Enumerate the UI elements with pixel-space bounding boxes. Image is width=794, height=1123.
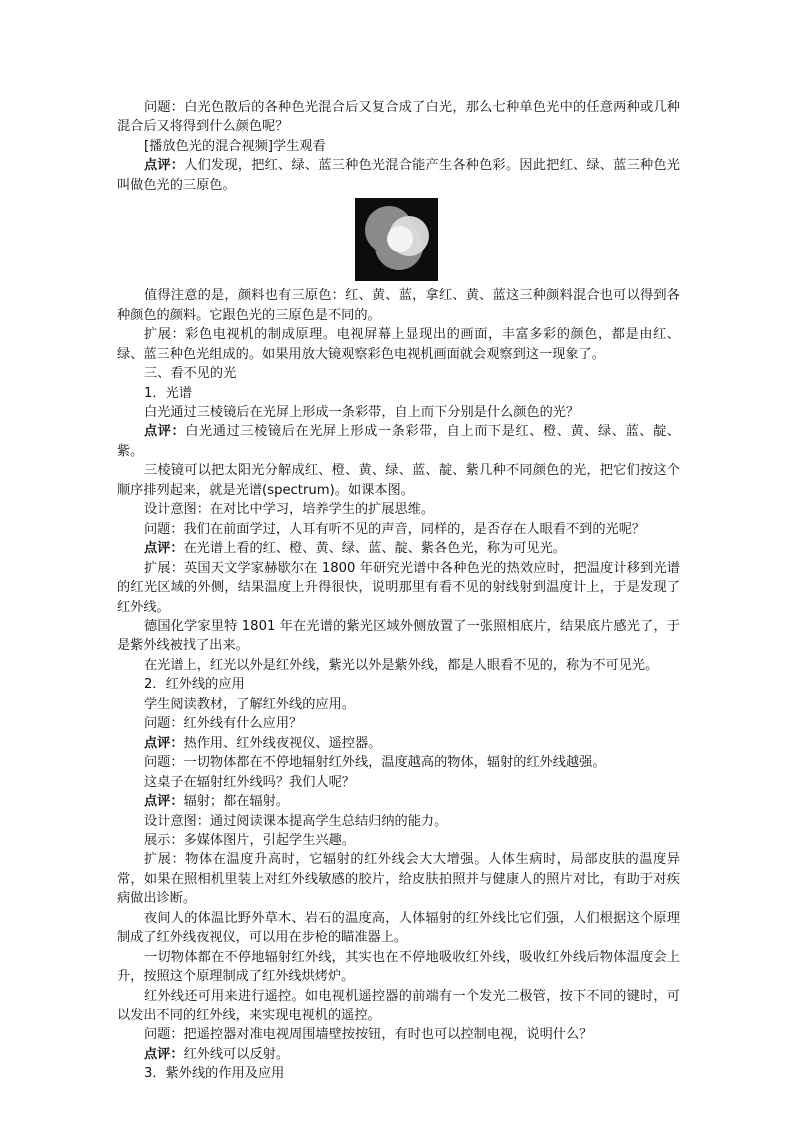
paragraph bbox=[117, 1064, 680, 1083]
document-page bbox=[117, 98, 680, 1084]
paragraph-text: 学生阅读教材，了解红外线的应用。 bbox=[144, 696, 355, 712]
paragraph-text: 热作用、红外线夜视仪、遥控器。 bbox=[183, 735, 382, 751]
paragraph-text: 设计意图：通过阅读课本提高学生总结归纳的能力。 bbox=[144, 813, 448, 829]
text-block-top bbox=[117, 98, 680, 195]
paragraph-text: 问题：把遥控器对准电视周围墙壁按按钮，有时也可以控制电视，说明什么？ bbox=[144, 1027, 593, 1043]
paragraph-text: 这桌子在辐射红外线吗？我们人呢？ bbox=[144, 774, 355, 790]
paragraph-text: [播放色光的混合视频]学生观看 bbox=[144, 138, 326, 154]
paragraph-text: 问题：白光色散后的各种色光混合后又复合成了白光，那么七种单色光中的任意两种或几种混合后又将得到什么颜色呢？ bbox=[117, 100, 680, 135]
paragraph-text: 在光谱上，红光以外是红外线，紫光以外是紫外线，都是人眼看不见的，称为不可见光。 bbox=[144, 657, 659, 673]
paragraph bbox=[117, 156, 680, 195]
paragraph-text: 扩展：英国天文学家赫歇尔在 1800 年研究光谱中各种色光的热效应时，把温度计移到光谱的红光区域的外侧，结果温度上升得很快，说明那里有看不见的射线射到温度计上，于是发现了红外线。 bbox=[117, 560, 680, 615]
paragraph-text: 扩展：物体在温度升高时，它辐射的红外线会大大增强。人体生病时，局部皮肤的温度异常，如果在照相机里装上对红外线敏感的胶片，给皮肤拍照并与健康人的照片对比，有助于对疾病做出诊断。 bbox=[117, 852, 680, 907]
paragraph bbox=[117, 812, 680, 831]
paragraph-text: 在光谱上看的红、橙、黄、绿、蓝、靛、紫各色光，称为可见光。 bbox=[183, 541, 566, 557]
paragraph-text: 问题：我们在前面学过，人耳有听不见的声音，同样的，是否存在人眼看不到的光呢？ bbox=[144, 521, 646, 537]
paragraph-text: 1．光谱 bbox=[144, 385, 192, 401]
paragraph bbox=[117, 773, 680, 792]
paragraph-text: 红外线可以反射。 bbox=[183, 1046, 290, 1062]
paragraph-text: 问题：一切物体都在不停地辐射红外线，温度越高的物体，辐射的红外线越强。 bbox=[144, 755, 606, 771]
color-mixing-figure bbox=[117, 198, 680, 285]
paragraph-text: 白光通过三棱镜后在光屏上形成一条彩带，自上而下是红、橙、黄、绿、蓝、靛、紫。 bbox=[117, 424, 681, 459]
paragraph bbox=[117, 617, 680, 656]
paragraph bbox=[117, 137, 680, 156]
paragraph-text: 一切物体都在不停地辐射红外线，其实也在不停地吸收红外线，吸收红外线后物体温度会上升，按照这个原理制成了红外线烘烤炉。 bbox=[117, 949, 680, 985]
paragraph bbox=[117, 520, 680, 539]
paragraph-text: 人们发现，把红、绿、蓝三种色光混合能产生各种色彩。因此把红、绿、蓝三种色光叫做色光的三原色。 bbox=[117, 158, 680, 193]
paragraph bbox=[117, 734, 680, 753]
paragraph bbox=[117, 500, 680, 519]
paragraph-text: 值得注意的是，颜料也有三原色：红、黄、蓝，拿红、黄、蓝这三种颜料混合也可以得到各种颜色的颜料。它跟色光的三原色是不同的。 bbox=[117, 288, 680, 323]
paragraph bbox=[117, 98, 680, 137]
comment-label: 点评： bbox=[144, 158, 185, 174]
comment-label: 点评： bbox=[144, 794, 184, 810]
paragraph-text: 红外线还可用来进行遥控。如电视机遥控器的前端有一个发光二极管，按下不同的键时，可以发出不同的红外线，来实现电视机的遥控。 bbox=[117, 988, 680, 1024]
paragraph-text: 白光通过三棱镜后在光屏上形成一条彩带，自上而下分别是什么颜色的光？ bbox=[144, 404, 580, 420]
paragraph bbox=[117, 714, 680, 733]
paragraph bbox=[117, 384, 680, 403]
text-block-main bbox=[117, 286, 680, 1084]
paragraph bbox=[117, 422, 680, 461]
paragraph bbox=[117, 948, 680, 987]
paragraph bbox=[117, 656, 680, 675]
paragraph bbox=[117, 675, 680, 694]
comment-label: 点评： bbox=[144, 541, 184, 557]
paragraph-text: 设计意图：在对比中学习，培养学生的扩展思维。 bbox=[144, 502, 435, 518]
comment-label: 点评： bbox=[144, 424, 186, 440]
paragraph bbox=[117, 850, 680, 908]
paragraph bbox=[117, 695, 680, 714]
paragraph-text: 3．紫外线的作用及应用 bbox=[144, 1066, 285, 1082]
paragraph bbox=[117, 831, 680, 850]
paragraph bbox=[117, 1025, 680, 1044]
paragraph-text: 问题：红外线有什么应用？ bbox=[144, 716, 303, 732]
paragraph bbox=[117, 753, 680, 772]
paragraph-text: 2．红外线的应用 bbox=[144, 677, 245, 693]
paragraph-text: 展示：多媒体图片，引起学生兴趣。 bbox=[144, 832, 355, 848]
paragraph bbox=[117, 909, 680, 948]
paragraph bbox=[117, 987, 680, 1026]
paragraph-text: 夜间人的体温比野外草木、岩石的温度高，人体辐射的红外线比它们强，人们根据这个原理制成了红外线夜视仪，可以用在步枪的瞄准器上。 bbox=[117, 910, 680, 946]
paragraph bbox=[117, 792, 680, 811]
paragraph bbox=[117, 286, 680, 325]
paragraph-text: 三棱镜可以把太阳光分解成红、橙、黄、绿、蓝、靛、紫几种不同颜色的光，把它们按这个顺序排列起来，就是光谱(spectrum)。如课本图。 bbox=[117, 463, 680, 498]
comment-label: 点评： bbox=[144, 735, 184, 751]
paragraph bbox=[117, 461, 680, 500]
color-mixing-circles-image bbox=[355, 198, 438, 281]
paragraph-text: 辐射；都在辐射。 bbox=[183, 794, 290, 810]
paragraph-text: 三、看不见的光 bbox=[144, 366, 237, 382]
comment-label: 点评： bbox=[144, 1046, 184, 1062]
paragraph bbox=[117, 403, 680, 422]
paragraph bbox=[117, 364, 680, 383]
paragraph bbox=[117, 325, 680, 364]
paragraph bbox=[117, 539, 680, 558]
paragraph bbox=[117, 559, 680, 617]
paragraph bbox=[117, 1045, 680, 1064]
paragraph-text: 扩展：彩色电视机的制成原理。电视屏幕上显现出的画面，丰富多彩的颜色，都是由红、绿、蓝三种色光组成的。如果用放大镜观察彩色电视机画面就会观察到这一现象了。 bbox=[117, 327, 680, 362]
paragraph-text: 德国化学家里特 1801 年在光谱的紫光区域外侧放置了一张照相底片，结果底片感光了，于是紫外线被找了出来。 bbox=[117, 618, 680, 654]
